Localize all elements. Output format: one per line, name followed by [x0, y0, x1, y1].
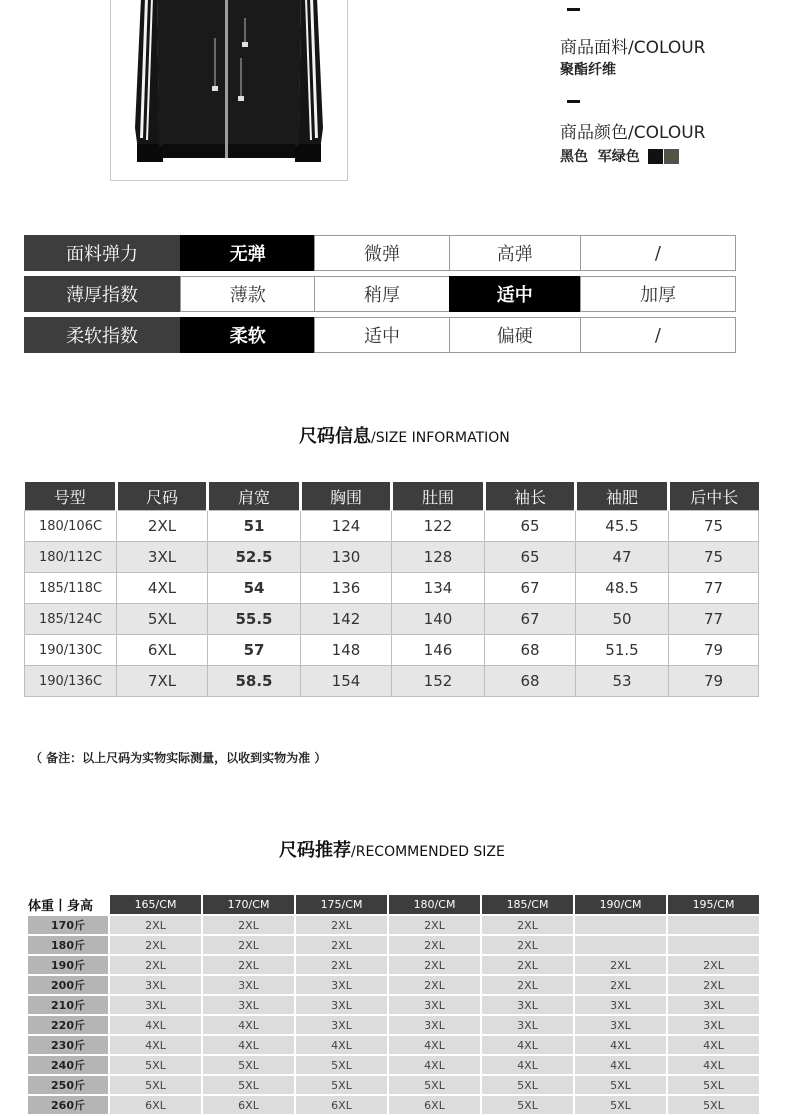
recommended-size-cell: 3XL [296, 1016, 387, 1034]
recommended-size-cell: 2XL [296, 916, 387, 934]
size-info-title [299, 422, 510, 448]
table-row [25, 635, 759, 666]
attribute-option: 柔软 [180, 317, 315, 353]
table-row [25, 573, 759, 604]
recommended-size-cell: 2XL [203, 916, 294, 934]
height-header-cell: 175/CM [296, 895, 387, 914]
product-photo [110, 0, 348, 181]
table-row [28, 1036, 759, 1054]
recommended-size-cell: 2XL [110, 936, 201, 954]
recommended-size-cell: 2XL [389, 956, 480, 974]
size-cell: 55.5 [208, 604, 301, 635]
table-row [28, 1096, 759, 1114]
table-row [25, 542, 759, 573]
height-header-cell: 180/CM [389, 895, 480, 914]
recommended-size-cell: 5XL [296, 1076, 387, 1094]
recommended-size-cell: 4XL [575, 1036, 666, 1054]
size-cell: 180/106C [25, 511, 117, 542]
size-cell: 190/130C [25, 635, 117, 666]
size-cell: 54 [208, 573, 301, 604]
recommended-size-cell: 3XL [668, 996, 759, 1014]
size-header-cell: 袖长 [485, 482, 576, 511]
recommended-size-cell: 4XL [389, 1056, 480, 1074]
weight-cell: 190斤 [28, 956, 108, 974]
size-cell: 148 [301, 635, 392, 666]
size-header-cell: 肩宽 [208, 482, 301, 511]
table-row [25, 511, 759, 542]
size-cell: 47 [576, 542, 669, 573]
weight-cell: 210斤 [28, 996, 108, 1014]
size-cell: 75 [669, 542, 759, 573]
recommended-size-cell: 5XL [575, 1076, 666, 1094]
color-value: 黑色 军绿色 [560, 149, 640, 165]
recommended-title-en: /RECOMMENDED SIZE [351, 844, 505, 860]
recommended-size-cell: 2XL [389, 916, 480, 934]
size-cell: 67 [485, 604, 576, 635]
size-cell: 140 [392, 604, 485, 635]
size-cell: 3XL [117, 542, 208, 573]
recommended-size-cell: 2XL [203, 936, 294, 954]
recommended-size-cell [668, 936, 759, 954]
size-cell: 124 [301, 511, 392, 542]
recommended-size-cell: 2XL [203, 956, 294, 974]
size-cell: 67 [485, 573, 576, 604]
recommended-size-cell: 6XL [203, 1096, 294, 1114]
height-header-cell: 185/CM [482, 895, 573, 914]
attribute-option: 加厚 [580, 276, 736, 312]
height-header-cell: 165/CM [110, 895, 201, 914]
size-cell: 52.5 [208, 542, 301, 573]
size-cell: 4XL [117, 573, 208, 604]
height-header-cell: 195/CM [668, 895, 759, 914]
size-cell: 7XL [117, 666, 208, 697]
recommended-size-cell: 4XL [482, 1056, 573, 1074]
size-cell: 48.5 [576, 573, 669, 604]
recommended-size-cell [575, 916, 666, 934]
recommended-size-cell: 4XL [668, 1036, 759, 1054]
attribute-row [24, 276, 736, 312]
attribute-label: 面料弹力 [24, 235, 180, 271]
fabric-value: 聚酯纤维 [560, 62, 616, 78]
recommended-size-cell: 5XL [389, 1076, 480, 1094]
size-info-title-cn: 尺码信息 [299, 426, 371, 447]
recommended-size-cell: 5XL [203, 1056, 294, 1074]
recommended-size-cell: 2XL [296, 956, 387, 974]
size-table [24, 482, 759, 697]
recommended-size-cell: 5XL [482, 1076, 573, 1094]
recommended-size-cell: 3XL [668, 1016, 759, 1034]
color-row [560, 146, 679, 166]
attribute-option: 薄款 [180, 276, 315, 312]
recommended-size-cell: 2XL [482, 976, 573, 994]
size-cell: 50 [576, 604, 669, 635]
table-row [28, 916, 759, 934]
weight-cell: 220斤 [28, 1016, 108, 1034]
size-cell: 142 [301, 604, 392, 635]
recommended-size-cell: 2XL [389, 976, 480, 994]
recommended-size-cell: 4XL [110, 1036, 201, 1054]
size-cell: 68 [485, 666, 576, 697]
recommended-title-cn: 尺码推荐 [279, 840, 351, 861]
size-header-cell: 袖肥 [576, 482, 669, 511]
size-header-cell: 胸围 [301, 482, 392, 511]
recommended-size-cell: 3XL [110, 976, 201, 994]
recommended-size-cell [668, 916, 759, 934]
recommended-size-cell: 2XL [575, 976, 666, 994]
recommended-size-cell: 5XL [482, 1096, 573, 1114]
recommended-size-cell: 6XL [110, 1096, 201, 1114]
divider-dash [567, 8, 580, 11]
size-cell: 185/124C [25, 604, 117, 635]
recommended-table [26, 893, 761, 1116]
recommended-size-cell: 3XL [389, 996, 480, 1014]
size-cell: 5XL [117, 604, 208, 635]
recommended-size-cell: 3XL [575, 996, 666, 1014]
size-cell: 134 [392, 573, 485, 604]
recommended-size-cell: 5XL [668, 1096, 759, 1114]
size-cell: 152 [392, 666, 485, 697]
recommended-size-cell: 3XL [296, 996, 387, 1014]
size-cell: 130 [301, 542, 392, 573]
recommended-title [279, 836, 505, 862]
recommended-size-cell [575, 936, 666, 954]
recommended-size-cell: 4XL [668, 1056, 759, 1074]
color-label: 商品颜色/COLOUR [560, 123, 706, 143]
table-row [28, 1076, 759, 1094]
size-cell: 79 [669, 635, 759, 666]
size-cell: 45.5 [576, 511, 669, 542]
size-cell: 180/112C [25, 542, 117, 573]
size-cell: 77 [669, 604, 759, 635]
size-note: （ 备注：以上尺码为实物实际测量，以收到实物为准 ） [30, 751, 327, 765]
recommended-size-cell: 4XL [296, 1036, 387, 1054]
recommended-size-cell: 5XL [203, 1076, 294, 1094]
table-row [28, 976, 759, 994]
jacket-image [111, 0, 347, 180]
size-cell: 51.5 [576, 635, 669, 666]
table-row [25, 666, 759, 697]
table-row [28, 956, 759, 974]
weight-cell: 170斤 [28, 916, 108, 934]
recommended-size-cell: 3XL [575, 1016, 666, 1034]
table-row [28, 936, 759, 954]
recommended-size-cell: 2XL [668, 956, 759, 974]
size-table-header [25, 482, 759, 511]
recommended-size-cell: 2XL [482, 916, 573, 934]
attribute-option: 适中 [449, 276, 581, 312]
recommended-size-cell: 3XL [482, 996, 573, 1014]
attribute-option: 稍厚 [314, 276, 449, 312]
recommended-size-cell: 2XL [668, 976, 759, 994]
army-green-swatch [664, 149, 679, 164]
weight-cell: 260斤 [28, 1096, 108, 1114]
attribute-label: 薄厚指数 [24, 276, 180, 312]
recommended-size-cell: 5XL [575, 1096, 666, 1114]
size-cell: 51 [208, 511, 301, 542]
size-cell: 79 [669, 666, 759, 697]
weight-cell: 200斤 [28, 976, 108, 994]
recommended-size-cell: 5XL [110, 1076, 201, 1094]
size-info-title-en: /SIZE INFORMATION [371, 430, 510, 446]
size-cell: 65 [485, 511, 576, 542]
recommended-size-cell: 4XL [482, 1036, 573, 1054]
recommended-size-cell: 4XL [110, 1016, 201, 1034]
weight-cell: 230斤 [28, 1036, 108, 1054]
size-header-cell: 号型 [25, 482, 117, 511]
recommended-size-cell: 4XL [203, 1036, 294, 1054]
size-cell: 75 [669, 511, 759, 542]
recommended-size-cell: 2XL [389, 936, 480, 954]
recommended-size-cell: 6XL [389, 1096, 480, 1114]
table-row [28, 1016, 759, 1034]
recommended-size-cell: 2XL [110, 956, 201, 974]
size-cell: 53 [576, 666, 669, 697]
attribute-option: / [580, 317, 736, 353]
recommended-table-header [28, 895, 759, 914]
attribute-option: 偏硬 [449, 317, 581, 353]
attribute-option: 无弹 [180, 235, 315, 271]
recommended-size-cell: 3XL [482, 1016, 573, 1034]
size-cell: 154 [301, 666, 392, 697]
height-header-cell: 170/CM [203, 895, 294, 914]
size-header-cell: 后中长 [669, 482, 759, 511]
size-header-cell: 肚围 [392, 482, 485, 511]
recommended-size-cell: 3XL [203, 976, 294, 994]
recommended-size-cell: 2XL [482, 956, 573, 974]
recommended-size-cell: 5XL [110, 1056, 201, 1074]
size-cell: 128 [392, 542, 485, 573]
table-row [28, 996, 759, 1014]
recommended-size-cell: 5XL [668, 1076, 759, 1094]
recommended-size-cell: 3XL [389, 1016, 480, 1034]
recommended-size-cell: 2XL [482, 936, 573, 954]
attribute-option: 适中 [314, 317, 449, 353]
recommended-size-cell: 3XL [110, 996, 201, 1014]
recommended-size-cell: 2XL [296, 936, 387, 954]
attribute-label: 柔软指数 [24, 317, 180, 353]
weight-cell: 240斤 [28, 1056, 108, 1074]
size-cell: 58.5 [208, 666, 301, 697]
fabric-label: 商品面料/COLOUR [560, 38, 706, 58]
size-cell: 57 [208, 635, 301, 666]
size-cell: 136 [301, 573, 392, 604]
recommended-size-cell: 4XL [575, 1056, 666, 1074]
size-cell: 6XL [117, 635, 208, 666]
size-cell: 65 [485, 542, 576, 573]
table-row [25, 604, 759, 635]
size-cell: 146 [392, 635, 485, 666]
recommended-size-cell: 5XL [296, 1056, 387, 1074]
size-cell: 185/118C [25, 573, 117, 604]
recommended-size-cell: 3XL [203, 996, 294, 1014]
attribute-option: / [580, 235, 736, 271]
recommended-size-cell: 4XL [389, 1036, 480, 1054]
size-cell: 2XL [117, 511, 208, 542]
black-swatch [648, 149, 663, 164]
divider-dash [567, 100, 580, 103]
recommended-size-cell: 2XL [110, 916, 201, 934]
weight-cell: 180斤 [28, 936, 108, 954]
recommended-size-cell: 2XL [575, 956, 666, 974]
size-header-cell: 尺码 [117, 482, 208, 511]
height-header-cell: 190/CM [575, 895, 666, 914]
weight-height-corner: 体重丨身高 [28, 895, 108, 914]
recommended-size-cell: 4XL [203, 1016, 294, 1034]
size-cell: 77 [669, 573, 759, 604]
size-cell: 68 [485, 635, 576, 666]
attribute-row [24, 317, 736, 353]
attribute-option: 微弹 [314, 235, 449, 271]
weight-cell: 250斤 [28, 1076, 108, 1094]
size-cell: 190/136C [25, 666, 117, 697]
recommended-size-cell: 3XL [296, 976, 387, 994]
recommended-size-cell: 6XL [296, 1096, 387, 1114]
attribute-row [24, 235, 736, 271]
attribute-option: 高弹 [449, 235, 581, 271]
table-row [28, 1056, 759, 1074]
size-cell: 122 [392, 511, 485, 542]
